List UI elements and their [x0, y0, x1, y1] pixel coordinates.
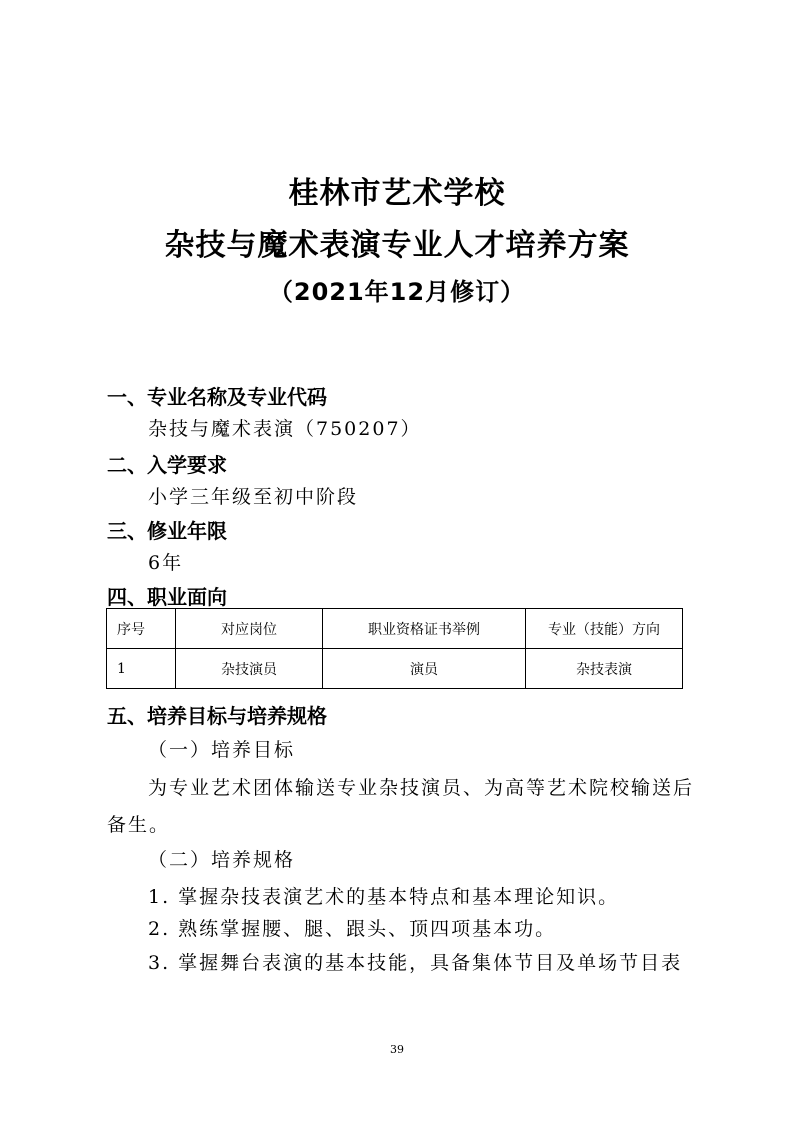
section-5-heading: 五、培养目标与培养规格	[107, 704, 327, 728]
table-header-row	[107, 609, 683, 649]
school-title: 桂林市艺术学校	[288, 176, 506, 211]
list-item: 3. 掌握舞台表演的基本技能，具备集体节目及单场节目表	[148, 952, 683, 974]
table-row	[107, 649, 683, 689]
cell-direction: 杂技表演	[526, 649, 683, 689]
page-number: 39	[390, 1043, 404, 1056]
revision-date: （2021年12月修订）	[268, 278, 526, 306]
section-5-subheading-1: （一）培养目标	[148, 739, 296, 761]
section-5-paragraph-line-2: 备生。	[107, 814, 171, 836]
section-5-subheading-2: （二）培养规格	[148, 849, 296, 871]
program-title: 杂技与魔术表演专业人才培养方案	[164, 228, 630, 263]
section-2-heading: 二、入学要求	[107, 453, 227, 477]
section-2-text: 小学三年级至初中阶段	[148, 486, 359, 508]
section-3-heading: 三、修业年限	[107, 519, 227, 543]
section-1-heading: 一、专业名称及专业代码	[107, 385, 327, 409]
header-cell-certificate: 职业资格证书举例	[323, 609, 526, 649]
section-4-heading: 四、职业面向	[107, 585, 227, 609]
cell-certificate: 演员	[323, 649, 526, 689]
section-3-text: 6年	[148, 552, 184, 574]
list-item: 2. 熟练掌握腰、腿、跟头、顶四项基本功。	[148, 918, 557, 940]
cell-index: 1	[107, 649, 176, 689]
header-cell-position: 对应岗位	[176, 609, 323, 649]
section-5-paragraph-line-1: 为专业艺术团体输送专业杂技演员、为高等艺术院校输送后	[148, 777, 695, 799]
header-cell-index: 序号	[107, 609, 176, 649]
list-item: 1. 掌握杂技表演艺术的基本特点和基本理论知识。	[148, 886, 620, 908]
cell-position: 杂技演员	[176, 649, 323, 689]
occupation-table	[106, 608, 683, 689]
header-cell-direction: 专业（技能）方向	[526, 609, 683, 649]
section-1-text: 杂技与魔术表演（750207）	[148, 418, 422, 440]
